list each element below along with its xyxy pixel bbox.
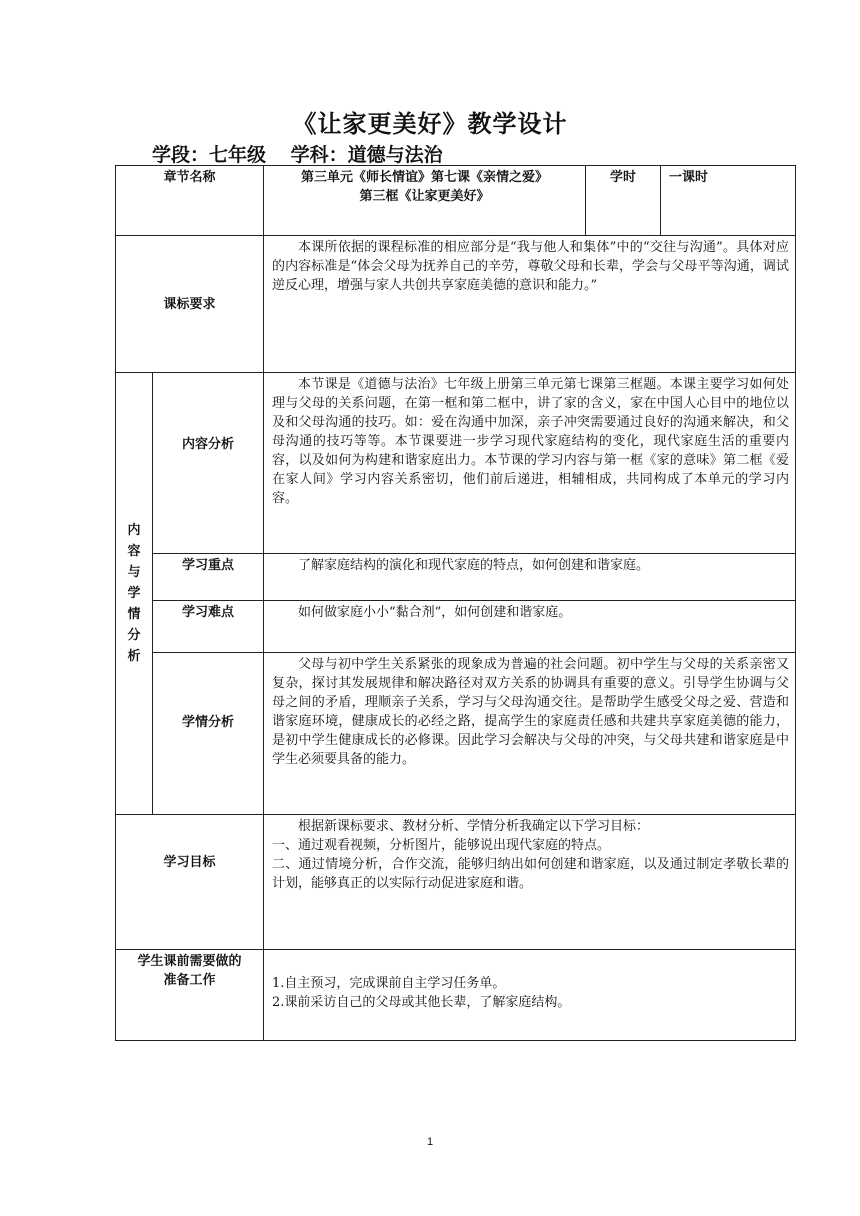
chapter-line-2: 第三框《让家更美好》 — [359, 189, 490, 204]
page-number: 1 — [426, 1136, 434, 1148]
analysis-char: 析 — [127, 649, 141, 664]
prep-label-cell — [116, 950, 264, 1041]
key-text: 了解家庭结构的演化和现代家庭的特点，如何创建和谐家庭。 — [264, 554, 796, 601]
analysis-char: 与 — [127, 565, 141, 580]
student-text: 父母与初中学生关系紧张的现象成为普遍的社会问题。初中学生与父母的关系亲密又复杂，探讨其发展规律和解决路径对双方关系的协调具有重要的意义。引导学生协调与父母之间的矛盾，理顺亲子关系，学习与父母沟通交往。是帮助学生感受父母之爱、营造和谐家庭环境，健康成长的必经之路，提高学生的家庭责任感和共建共享家庭美德的能力，是初中学生健康成长的必修课。因此学习会解决与父母的冲突，与父母共建和谐家庭是中学生必须要具备的能力。 — [264, 653, 796, 815]
hours-value-cell — [661, 166, 796, 236]
goals-item: 二、通过情境分析，合作交流，能够归纳出如何创建和谐家庭，以及通过制定孝敬长辈的计划，能够真正的以实际行动促进家庭和谐。 — [272, 857, 790, 891]
prep-item: 1.自主预习，完成课前自主学习任务单。 — [272, 976, 506, 991]
goals-intro: 根据新课标要求、教材分析、学情分析我确定以下学习目标： — [298, 819, 650, 834]
analysis-char: 分 — [127, 628, 141, 643]
student-label: 学情分析 — [182, 715, 235, 730]
content-label-cell — [153, 373, 264, 554]
goals-label-cell — [116, 815, 264, 950]
difficulty-label-cell — [153, 601, 264, 653]
student-label-cell — [153, 653, 264, 815]
lesson-plan-table — [115, 165, 796, 1041]
standard-text: 本课所依据的课程标准的相应部分是“我与他人和集体”中的“交往与沟通”。具体对应的内容标准是“体会父母为抚养自己的辛劳，尊敬父母和长辈，学会与父母平等沟通，调试逆反心理，增强与家人共创共享家庭美德的意识和能力。” — [264, 236, 796, 373]
grade-label: 学段：七年级 — [152, 144, 267, 166]
standard-label: 课标要求 — [163, 296, 216, 312]
prep-label-line-2: 准备工作 — [163, 973, 216, 988]
chapter-line-1: 第三单元《师长情谊》第七课《亲情之爱》 — [301, 170, 549, 185]
prep-label-line-1: 学生课前需要做的 — [137, 954, 242, 969]
difficulty-label: 学习难点 — [182, 605, 235, 620]
analysis-char: 学 — [127, 586, 141, 601]
subject-label: 学科：道德与法治 — [290, 144, 443, 166]
content-text: 本节课是《道德与法治》七年级上册第三单元第七课第三框题。本课主要学习如何处理与父母的关系问题，在第一框和第二框中，讲了家的含义，家在中国人心目中的地位以及和父母沟通的技巧。如：爱在沟通中加深，亲子冲突需要通过良好的沟通来解决，和父母沟通的技巧等等。本节课要进一步学习现代家庭结构的变化，现代家庭生活的重要内容，以及如何为构建和谐家庭出力。本节课的学习内容与第一框《家的意味》第二框《爱在家人间》学习内容关系密切，他们前后递进，相辅相成，共同构成了本单元的学习内容。 — [264, 373, 796, 554]
goals-label: 学习目标 — [163, 855, 216, 870]
chapter-value-cell — [264, 166, 586, 236]
hours-label: 学时 — [610, 170, 637, 185]
standard-label-cell — [116, 236, 264, 373]
content-label: 内容分析 — [182, 437, 235, 452]
goals-cell — [264, 815, 796, 950]
prep-cell — [264, 950, 796, 1041]
document-title: 《让家更美好》教学设计 — [292, 110, 568, 138]
key-label-cell — [153, 554, 264, 601]
analysis-char: 容 — [127, 544, 141, 559]
document-subtitle — [152, 140, 443, 167]
chapter-label: 章节名称 — [163, 170, 216, 185]
chapter-label-cell — [116, 166, 264, 236]
goals-item: 一、通过观看视频，分析图片，能够说出现代家庭的特点。 — [272, 838, 611, 853]
hours-label-cell — [586, 166, 661, 236]
prep-item: 2.课前采访自己的父母或其他长辈，了解家庭结构。 — [272, 995, 571, 1010]
analysis-char: 情 — [127, 607, 141, 622]
difficulty-text: 如何做家庭小小“黏合剂”，如何创建和谐家庭。 — [264, 601, 796, 653]
key-label: 学习重点 — [182, 558, 235, 573]
analysis-char: 内 — [127, 523, 141, 538]
analysis-group-label — [116, 373, 153, 815]
hours-value: 一课时 — [669, 170, 709, 185]
